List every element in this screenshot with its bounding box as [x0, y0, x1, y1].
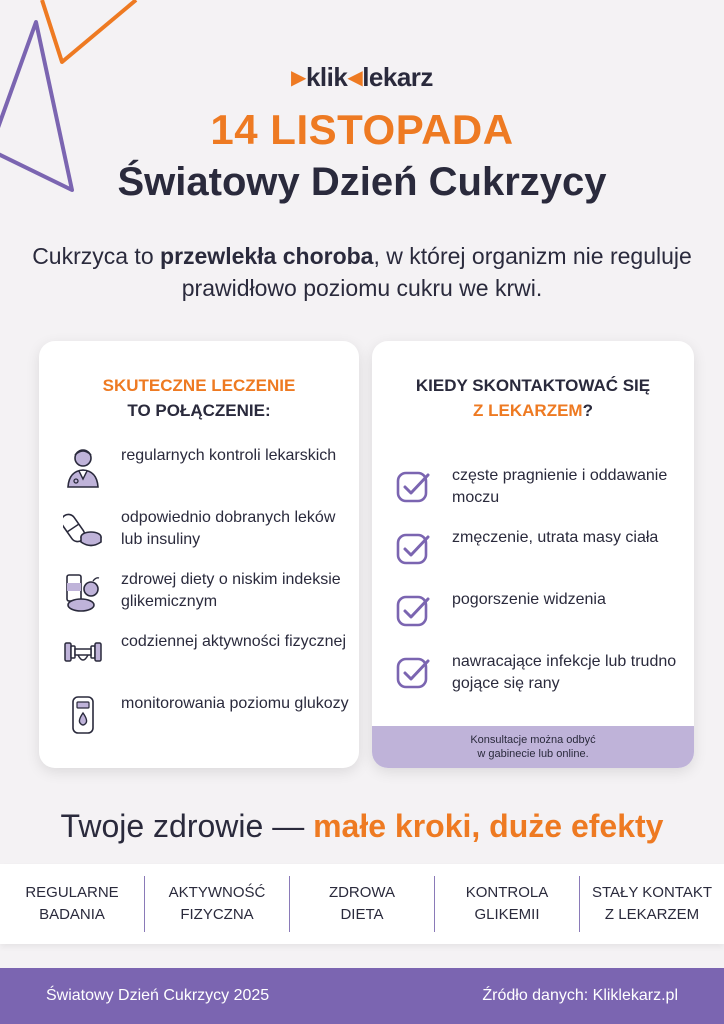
tagline-plain: Twoje zdrowie — [60, 808, 314, 844]
treatment-card [39, 341, 359, 768]
footer-left: Światowy Dzień Cukrzycy 2025 [46, 987, 270, 1004]
pillar-line2: FIZYCZNA [180, 906, 254, 923]
checkbox-icon [394, 527, 434, 571]
intro-bold: przewlekła choroba [160, 243, 374, 269]
glucometer-icon [63, 693, 103, 737]
note-line1: Konsultacje można odbyć [470, 734, 596, 746]
contact-card [372, 341, 694, 768]
healthy-food-icon [63, 569, 103, 613]
list-item [63, 693, 353, 737]
checkbox-icon [394, 651, 434, 695]
list-item [63, 445, 353, 489]
doctor-icon [63, 445, 103, 489]
pills-icon [63, 507, 103, 551]
list-item-text: pogorszenie widzenia [452, 591, 606, 608]
list-item [63, 569, 353, 613]
pillar-line2: Z LEKARZEM [604, 906, 700, 923]
pillar-line1: REGULARNE [25, 884, 119, 901]
checkbox-icon [394, 589, 434, 633]
pillar-item [580, 882, 724, 926]
pillar-line1: KONTROLA [465, 884, 549, 901]
brand-name-part1: klik [305, 62, 348, 92]
list-item-text: regularnych kontroli lekarskich [121, 447, 337, 464]
list-item-text: monitorowania poziomu glukozy [121, 695, 349, 712]
dumbbell-icon [63, 631, 103, 675]
intro-text [30, 240, 694, 304]
pillar-line1: ZDROWA [328, 884, 396, 901]
pillar-line2: BADANIA [39, 906, 105, 923]
chevron-left-icon: ◀ [347, 67, 363, 89]
tagline [0, 808, 724, 845]
list-item-text: odpowiednio dobranych leków lub insuliny [121, 509, 336, 548]
list-item [63, 631, 353, 675]
contact-heading-line1: KIEDY SKONTAKTOWAĆ SIĘ [415, 376, 651, 395]
tagline-highlight: małe kroki, duże efekty [313, 808, 664, 844]
list-item-text: zdrowej diety o niskim indeksie glikemicznym [121, 571, 341, 610]
contact-heading [372, 373, 694, 423]
list-item [63, 507, 353, 551]
pillar-item [435, 882, 579, 926]
list-item-text: nawracające infekcje lub trudno gojące się rany [452, 653, 677, 692]
list-item-text: zmęczenie, utrata masy ciała [452, 529, 659, 546]
pillar-item [145, 882, 289, 926]
pillar-line1: AKTYWNOŚĆ [168, 884, 266, 901]
list-item [394, 651, 684, 695]
brand-logo [0, 62, 724, 93]
brand-name-part2: lekarz [362, 62, 433, 92]
intro-after: , w której organizm nie reguluje prawidłowo poziomu cukru we krwi. [181, 243, 692, 301]
treatment-heading [39, 373, 359, 423]
contact-heading-end: ? [582, 401, 593, 420]
checkbox-icon [394, 465, 434, 509]
treatment-heading-line1: SKUTECZNE LECZENIE [102, 376, 296, 395]
pillar-line1: STAŁY KONTAKT [591, 884, 713, 901]
consultation-note [372, 726, 694, 768]
footer [0, 968, 724, 1024]
list-item [394, 527, 684, 571]
treatment-heading-line2: TO POŁĄCZENIE: [127, 401, 271, 420]
pillar-item [290, 882, 434, 926]
list-item-text: częste pragnienie i oddawanie moczu [452, 467, 668, 506]
chevron-right-icon: ▶ [291, 67, 306, 89]
pillars-strip [0, 864, 724, 944]
footer-source: Źródło danych: Kliklekarz.pl [482, 987, 678, 1004]
list-item [394, 465, 684, 509]
date-title: 14 LISTOPADA [210, 106, 514, 153]
intro-before: Cukrzyca to [32, 243, 161, 269]
page-title: Światowy Dzień Cukrzycy [117, 160, 607, 204]
pillar-line2: GLIKEMII [474, 906, 540, 923]
pillar-item [0, 882, 144, 926]
contact-heading-highlight: Z LEKARZEM [473, 401, 583, 420]
pillar-line2: DIETA [340, 906, 384, 923]
list-item [394, 589, 684, 633]
list-item-text: codziennej aktywności fizycznej [121, 633, 346, 650]
note-line2: w gabinecie lub online. [477, 748, 589, 760]
